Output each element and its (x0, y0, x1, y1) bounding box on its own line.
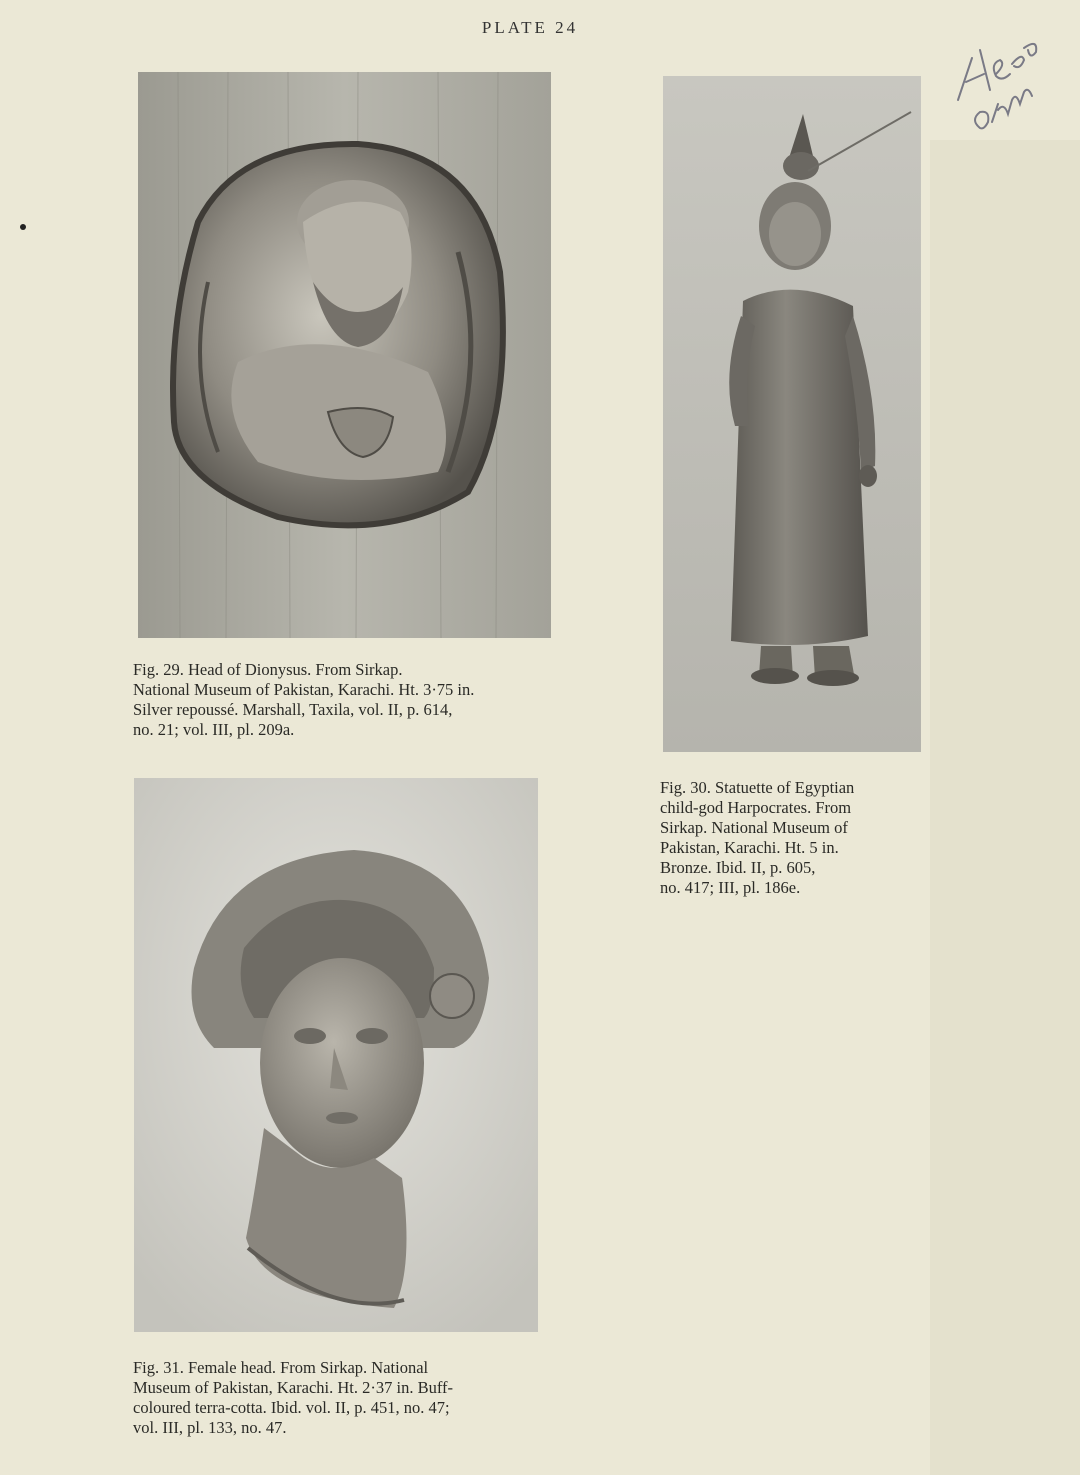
caption-line: Sirkap. National Museum of (660, 818, 848, 837)
caption-line: National Museum of Pakistan, Karachi. Ht. 3·75 in. (133, 680, 475, 699)
caption-line: Fig. 30. Statuette of Egyptian (660, 778, 855, 797)
caption-line: coloured terra-cotta. Ibid. vol. II, p. 451, no. 47; (133, 1398, 450, 1417)
caption-line: vol. III, pl. 133, no. 47. (133, 1418, 287, 1437)
caption-line: no. 21; vol. III, pl. 209a. (133, 720, 295, 739)
harpocrates-statuette-photo (663, 76, 921, 752)
caption-line: no. 417; III, pl. 186e. (660, 878, 801, 897)
dionysus-relief-photo (138, 72, 551, 638)
fig29-caption (133, 660, 555, 740)
caption-line: Silver repoussé. Marshall, Taxila, vol. II, p. 614, (133, 700, 453, 719)
caption-line: Bronze. Ibid. II, p. 605, (660, 858, 816, 877)
caption-line: Pakistan, Karachi. Ht. 5 in. (660, 838, 839, 857)
plate-title: PLATE 24 (481, 18, 579, 37)
fig31-caption (133, 1358, 539, 1438)
margin-dot (20, 224, 26, 230)
female-head-photo (134, 778, 538, 1332)
page-shade (930, 140, 1080, 1475)
caption-line: Museum of Pakistan, Karachi. Ht. 2·37 in. Buff- (133, 1378, 454, 1397)
caption-line: Fig. 29. Head of Dionysus. From Sirkap. (133, 660, 403, 679)
fig30-caption (660, 778, 918, 898)
caption-line: child-god Harpocrates. From (660, 798, 852, 817)
handwritten-annotation (940, 30, 1060, 140)
caption-line: Fig. 31. Female head. From Sirkap. National (133, 1358, 429, 1377)
